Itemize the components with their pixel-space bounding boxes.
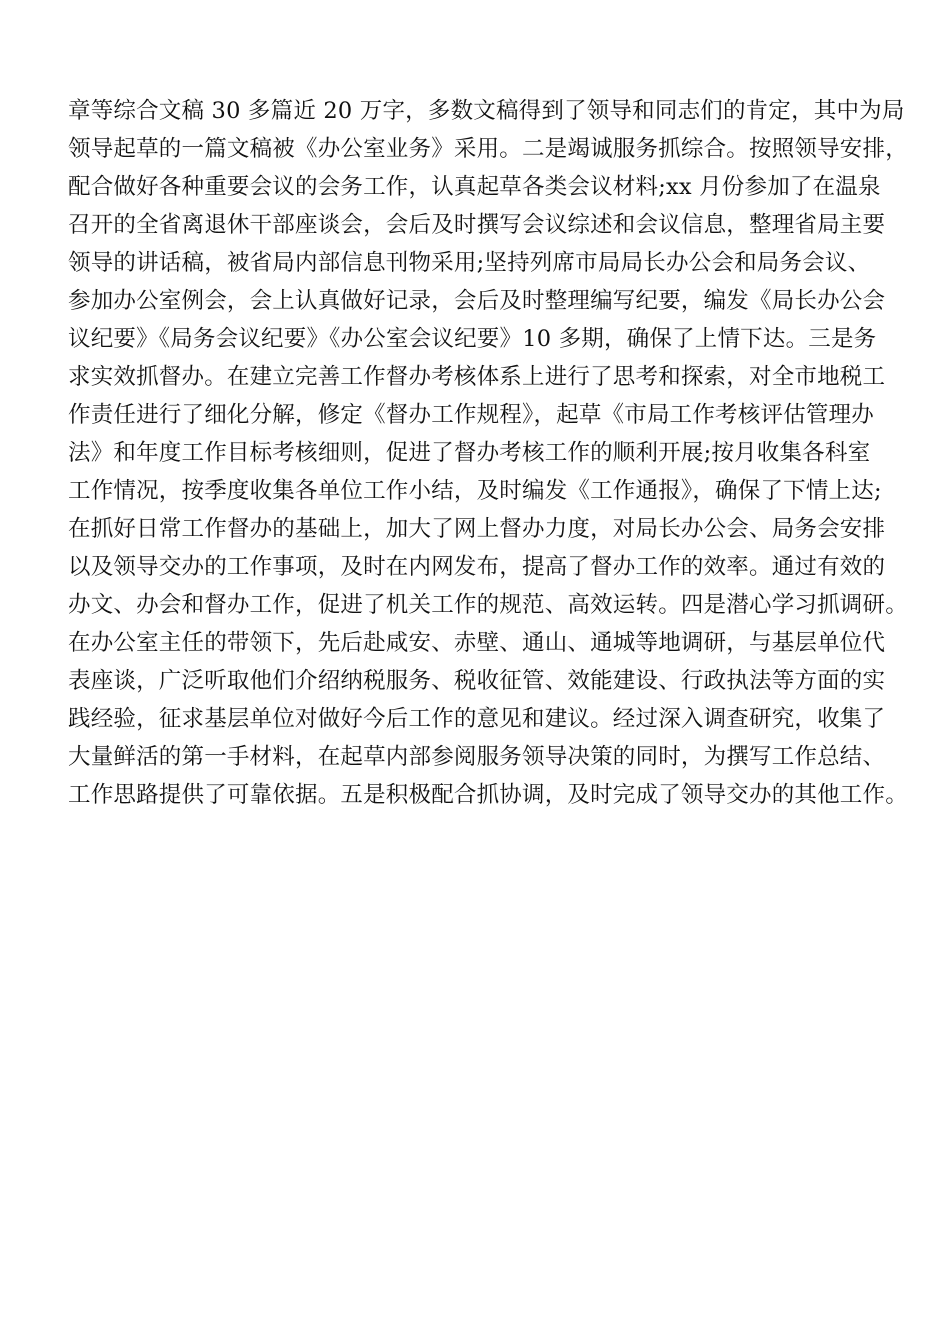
text-line: 办文、办会和督办工作，促进了机关工作的规范、高效运转。四是潜心学习抓调研。 [68,592,908,618]
text-line: 章等综合文稿 30 多篇近 20 万字，多数文稿得到了领导和同志们的肯定，其中为局 [68,98,905,124]
text-line: 在办公室主任的带领下，先后赴咸安、赤壁、通山、通城等地调研，与基层单位代 [68,630,886,656]
document-body [68,92,908,814]
text-line: 践经验，征求基层单位对做好今后工作的意见和建议。经过深入调查研究，收集了 [68,706,886,732]
text-line: 表座谈，广泛听取他们介绍纳税服务、税收征管、效能建设、行政执法等方面的实 [68,668,886,694]
text-line: 大量鲜活的第一手材料，在起草内部参阅服务领导决策的同时，为撰写工作总结、 [68,744,886,770]
text-line: 议纪要》《局务会议纪要》《办公室会议纪要》10 多期，确保了上情下达。三是务 [68,326,877,352]
text-line: 法》和年度工作目标考核细则，促进了督办考核工作的顺利开展;按月收集各科室 [68,440,871,466]
text-line: 以及领导交办的工作事项，及时在内网发布，提高了督办工作的效率。通过有效的 [68,554,886,580]
text-line: 工作思路提供了可靠依据。五是积极配合抓协调，及时完成了领导交办的其他工作。 [68,782,908,808]
text-line: 作责任进行了细化分解，修定《督办工作规程》，起草《市局工作考核评估管理办 [68,402,874,428]
text-line: 工作情况，按季度收集各单位工作小结，及时编发《工作通报》，确保了下情上达; [68,478,882,504]
text-line: 配合做好各种重要会议的会务工作，认真起草各类会议材料;xx 月份参加了在温泉 [68,174,881,200]
text-line: 领导起草的一篇文稿被《办公室业务》采用。二是竭诚服务抓综合。按照领导安排， [68,136,908,162]
text-line: 求实效抓督办。在建立完善工作督办考核体系上进行了思考和探索，对全市地税工 [68,364,886,390]
text-line: 领导的讲话稿，被省局内部信息刊物采用;坚持列席市局局长办公会和局务会议、 [68,250,871,276]
text-line: 召开的全省离退休干部座谈会，会后及时撰写会议综述和会议信息，整理省局主要 [68,212,886,238]
text-line: 在抓好日常工作督办的基础上，加大了网上督办力度，对局长办公会、局务会安排 [68,516,886,542]
text-line: 参加办公室例会，会上认真做好记录，会后及时整理编写纪要，编发《局长办公会 [68,288,886,314]
